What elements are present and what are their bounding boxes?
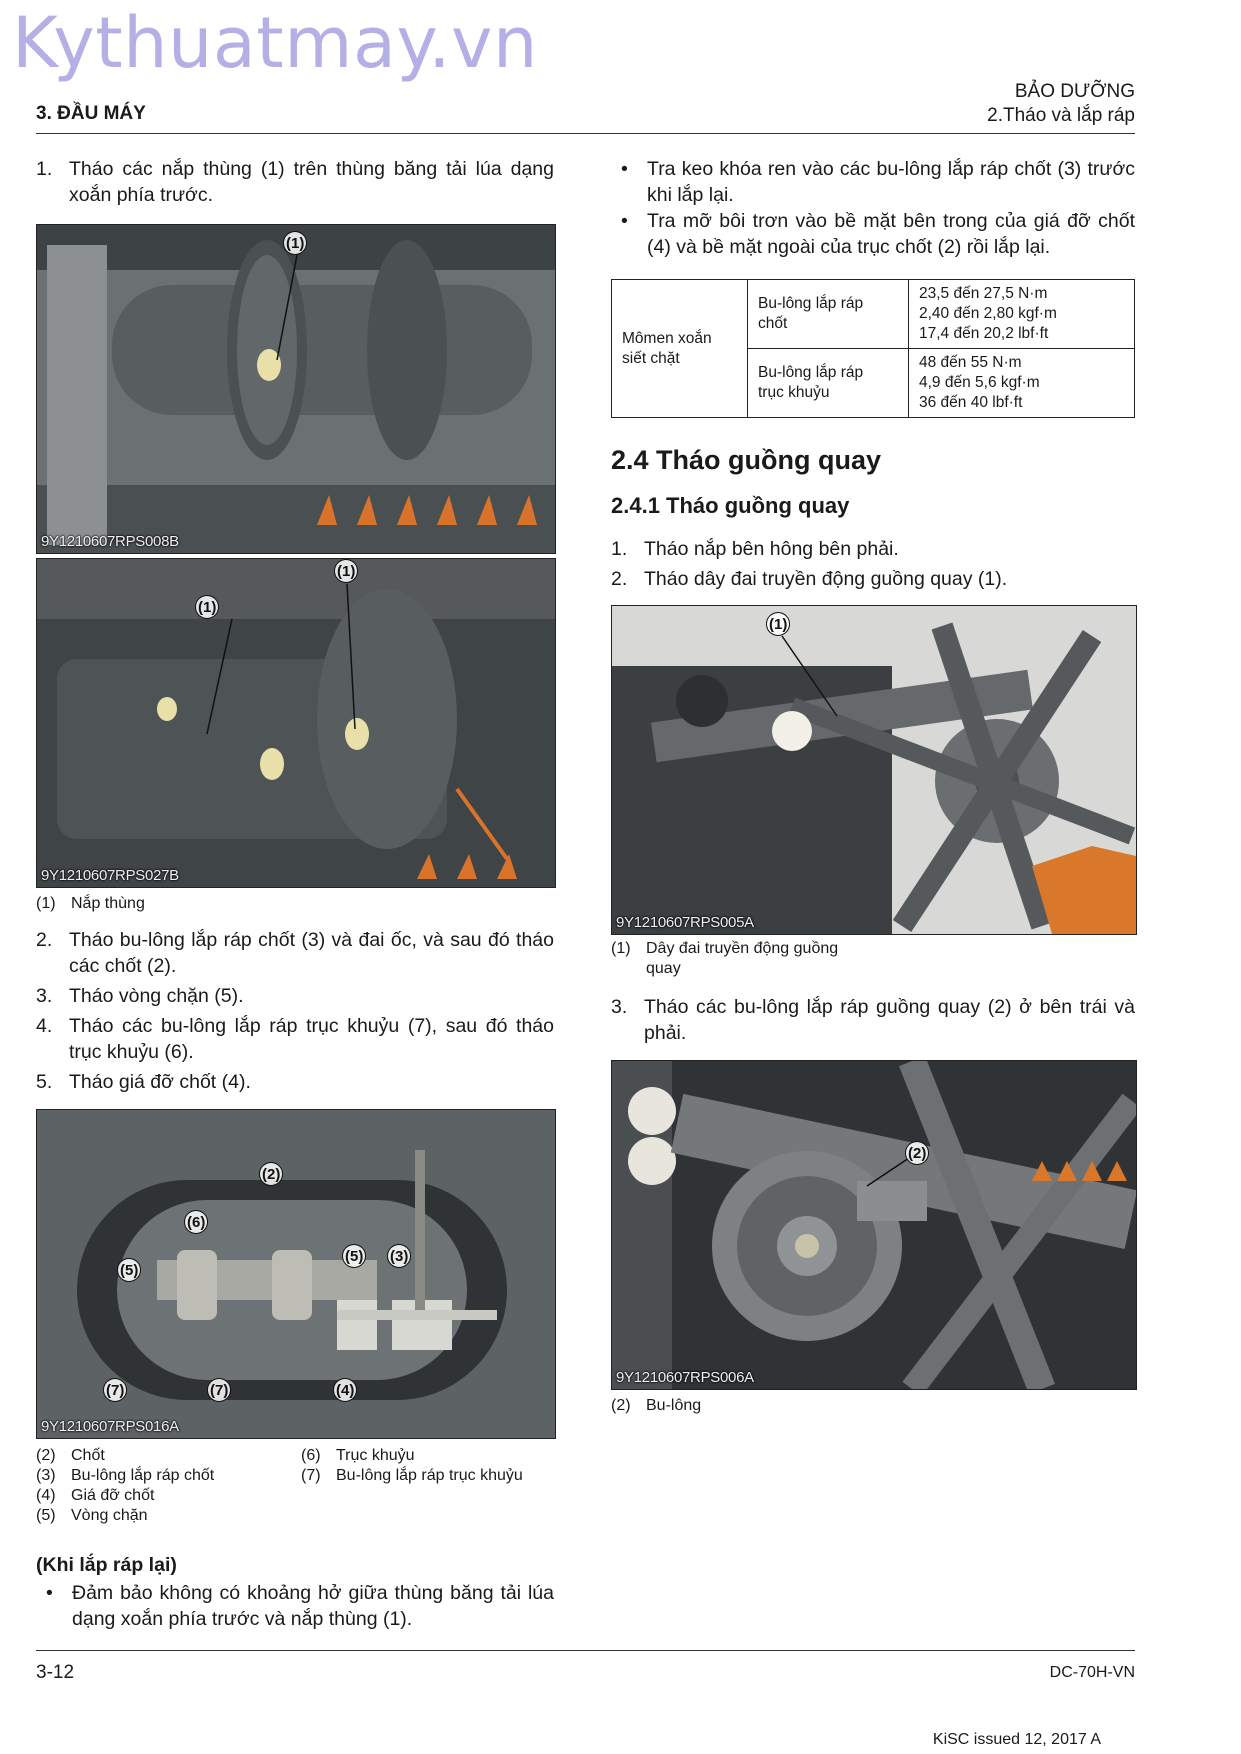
- caption-text: Chốt: [71, 1447, 105, 1464]
- callout-label: (4): [333, 1378, 357, 1402]
- step-text: Tháo các bu-lông lắp ráp trục khuỷu (7), sau đó tháo trục khuỷu (6).: [69, 1015, 554, 1063]
- right-steps-1-2: [611, 536, 1135, 596]
- caption-row: [611, 939, 871, 979]
- heading-2-4: 2.4 Tháo guồng quay: [611, 445, 882, 475]
- reassembly-title: (Khi lắp ráp lại): [36, 1554, 177, 1576]
- photo-reel-drive-belt: [611, 605, 1137, 935]
- caption-photo-4: [611, 939, 871, 979]
- table-item-line: chốt: [758, 315, 788, 332]
- callout-label: (7): [207, 1378, 231, 1402]
- photo-illustration: [612, 606, 1136, 934]
- callout-label: (2): [905, 1141, 929, 1165]
- photo-code: 9Y1210607RPS008B: [41, 533, 179, 550]
- step-number: 1.: [36, 158, 53, 180]
- table-value-line: 4,9 đến 5,6 kgf·m: [919, 374, 1040, 391]
- list-item: [36, 156, 554, 208]
- callout-label: (5): [117, 1258, 141, 1282]
- caption-number: (4): [36, 1487, 56, 1504]
- subsection-title: 2.Tháo và lắp ráp: [987, 105, 1135, 126]
- photo-illustration: [37, 559, 555, 887]
- callout-label: (3): [387, 1244, 411, 1268]
- page-number: 3-12: [36, 1662, 75, 1683]
- table-label-line: Mômen xoắn: [622, 329, 712, 347]
- step-text: Tháo các bu-lông lắp ráp guồng quay (2) ở bên trái và phải.: [644, 996, 1135, 1044]
- step-text: Tháo dây đai truyền động guồng quay (1).: [644, 568, 1008, 590]
- document-code: DC-70H-VN: [1049, 1664, 1135, 1681]
- step-number: 3.: [611, 996, 628, 1018]
- step-text: Tháo các nắp thùng (1) trên thùng băng tải lúa dạng xoắn phía trước.: [69, 158, 554, 206]
- chapter-title: 3. ĐẦU MÁY: [36, 103, 146, 124]
- bullet-item: [611, 208, 1135, 260]
- step-number: 4.: [36, 1015, 53, 1037]
- table-value-line: 17,4 đến 20,2 lbf·ft: [919, 325, 1049, 342]
- step-text: Tháo bu-lông lắp ráp chốt (3) và đai ốc, và sau đó tháo các chốt (2).: [69, 929, 554, 977]
- callout-label: (6): [184, 1210, 208, 1234]
- callout-label: (1): [195, 595, 219, 619]
- heading-2-4-1: 2.4.1 Tháo guồng quay: [611, 493, 850, 518]
- caption-number: (5): [36, 1507, 56, 1524]
- table-value-cell: [909, 349, 1135, 418]
- caption-list-left: [36, 1446, 306, 1526]
- step-number: 5.: [36, 1071, 53, 1093]
- table-item-cell: [748, 349, 909, 418]
- bullet-icon: •: [621, 210, 628, 232]
- caption-number: (1): [611, 940, 631, 957]
- list-item: [36, 1069, 554, 1095]
- step-text: Tháo vòng chặn (5).: [69, 985, 244, 1007]
- list-item: [36, 927, 554, 979]
- caption-number: (1): [36, 895, 56, 912]
- caption-text: Bu-lông: [646, 1397, 702, 1414]
- photo-crankshaft: [36, 1109, 556, 1439]
- photo-illustration: [612, 1061, 1136, 1389]
- caption-row: [301, 1466, 561, 1486]
- photo-auger-covers: [36, 224, 556, 554]
- table-row: [612, 280, 1135, 349]
- bullet-text: Tra keo khóa ren vào các bu-lông lắp ráp chốt (3) trước khi lắp lại.: [647, 158, 1135, 206]
- caption-number: (2): [36, 1447, 56, 1464]
- caption-text: Bu-lông lắp ráp trục khuỷu: [336, 1467, 523, 1484]
- callout-label: (1): [334, 559, 358, 583]
- caption-text: Bu-lông lắp ráp chốt: [71, 1467, 215, 1484]
- photo-auger-interior: [36, 558, 556, 888]
- right-step-3: [611, 994, 1135, 1050]
- caption-row: [36, 1486, 306, 1506]
- bullet-text: Tra mỡ bôi trơn vào bề mặt bên trong của giá đỡ chốt (4) và bề mặt ngoài của trục chốt (2) rồi lắp lại.: [647, 210, 1135, 258]
- bullet-item: [611, 156, 1135, 208]
- step-number: 2.: [611, 568, 628, 590]
- photo-illustration: [37, 225, 555, 553]
- step-text: Tháo giá đỡ chốt (4).: [69, 1071, 251, 1093]
- callout-label: (1): [283, 231, 307, 255]
- table-item-line: Bu-lông lắp ráp: [758, 364, 864, 381]
- step-number: 2.: [36, 929, 53, 951]
- bullet-icon: •: [46, 1582, 53, 1604]
- caption-photo-5: [611, 1396, 701, 1416]
- caption-list-right: [301, 1446, 561, 1486]
- header-rule: [36, 133, 1135, 134]
- caption-text: Giá đỡ chốt: [71, 1487, 155, 1504]
- table-item-cell: [748, 280, 909, 349]
- left-step-1: [36, 156, 554, 212]
- reassembly-notes: [36, 1580, 554, 1632]
- watermark: Kythuatmay.vn: [12, 2, 538, 84]
- table-value-cell: [909, 280, 1135, 349]
- callout-label: (2): [259, 1162, 283, 1186]
- table-value-line: 48 đến 55 N·m: [919, 354, 1022, 371]
- footer-rule: [36, 1650, 1135, 1651]
- callout-label: (5): [342, 1244, 366, 1268]
- right-bullets: [611, 156, 1135, 260]
- photo-code: 9Y1210607RPS027B: [41, 867, 179, 884]
- photo-code: 9Y1210607RPS006A: [616, 1369, 754, 1386]
- caption-text: Nắp thùng: [71, 895, 145, 912]
- step-text: Tháo nắp bên hông bên phải.: [644, 538, 899, 560]
- bullet-text: Đảm bảo không có khoảng hở giữa thùng băng tải lúa dạng xoắn phía trước và nắp thùng (1).: [72, 1582, 554, 1630]
- caption-number: (3): [36, 1467, 56, 1484]
- list-item: [36, 1013, 554, 1065]
- table-value-line: 23,5 đến 27,5 N·m: [919, 285, 1048, 302]
- caption-text: Vòng chặn: [71, 1507, 148, 1524]
- step-number: 1.: [611, 538, 628, 560]
- caption-photo-2: [36, 894, 145, 914]
- list-item: [611, 566, 1135, 592]
- caption-row: [301, 1446, 561, 1466]
- table-value-line: 2,40 đến 2,80 kgf·m: [919, 305, 1057, 322]
- table-value-line: 36 đến 40 lbf·ft: [919, 394, 1023, 411]
- photo-code: 9Y1210607RPS005A: [616, 914, 754, 931]
- table-label-line: siết chặt: [622, 349, 680, 367]
- list-item: [36, 983, 554, 1009]
- caption-number: (6): [301, 1447, 321, 1464]
- caption-text: Trục khuỷu: [336, 1447, 415, 1464]
- caption-number: (2): [611, 1397, 631, 1414]
- left-steps-2-5: [36, 927, 554, 1099]
- caption-row: [36, 1466, 306, 1486]
- list-item: [611, 536, 1135, 562]
- caption-number: (7): [301, 1467, 321, 1484]
- section-header: [987, 80, 1135, 128]
- table-item-line: Bu-lông lắp ráp: [758, 295, 864, 312]
- list-item: [611, 994, 1135, 1046]
- caption-row: [36, 1506, 306, 1526]
- bullet-icon: •: [621, 158, 628, 180]
- table-label-cell: [612, 280, 748, 418]
- callout-label: (7): [103, 1378, 127, 1402]
- photo-code: 9Y1210607RPS016A: [41, 1418, 179, 1435]
- step-number: 3.: [36, 985, 53, 1007]
- torque-table: [611, 279, 1135, 418]
- bullet-item: [36, 1580, 554, 1632]
- table-item-line: trục khuỷu: [758, 384, 830, 401]
- photo-reel-bolt: [611, 1060, 1137, 1390]
- section-title: BẢO DƯỠNG: [1014, 81, 1135, 102]
- caption-text: Dây đai truyền động guồng quay: [646, 940, 839, 977]
- callout-label: (1): [766, 612, 790, 636]
- caption-row: [36, 1446, 306, 1466]
- issue-note: KiSC issued 12, 2017 A: [932, 1731, 1101, 1748]
